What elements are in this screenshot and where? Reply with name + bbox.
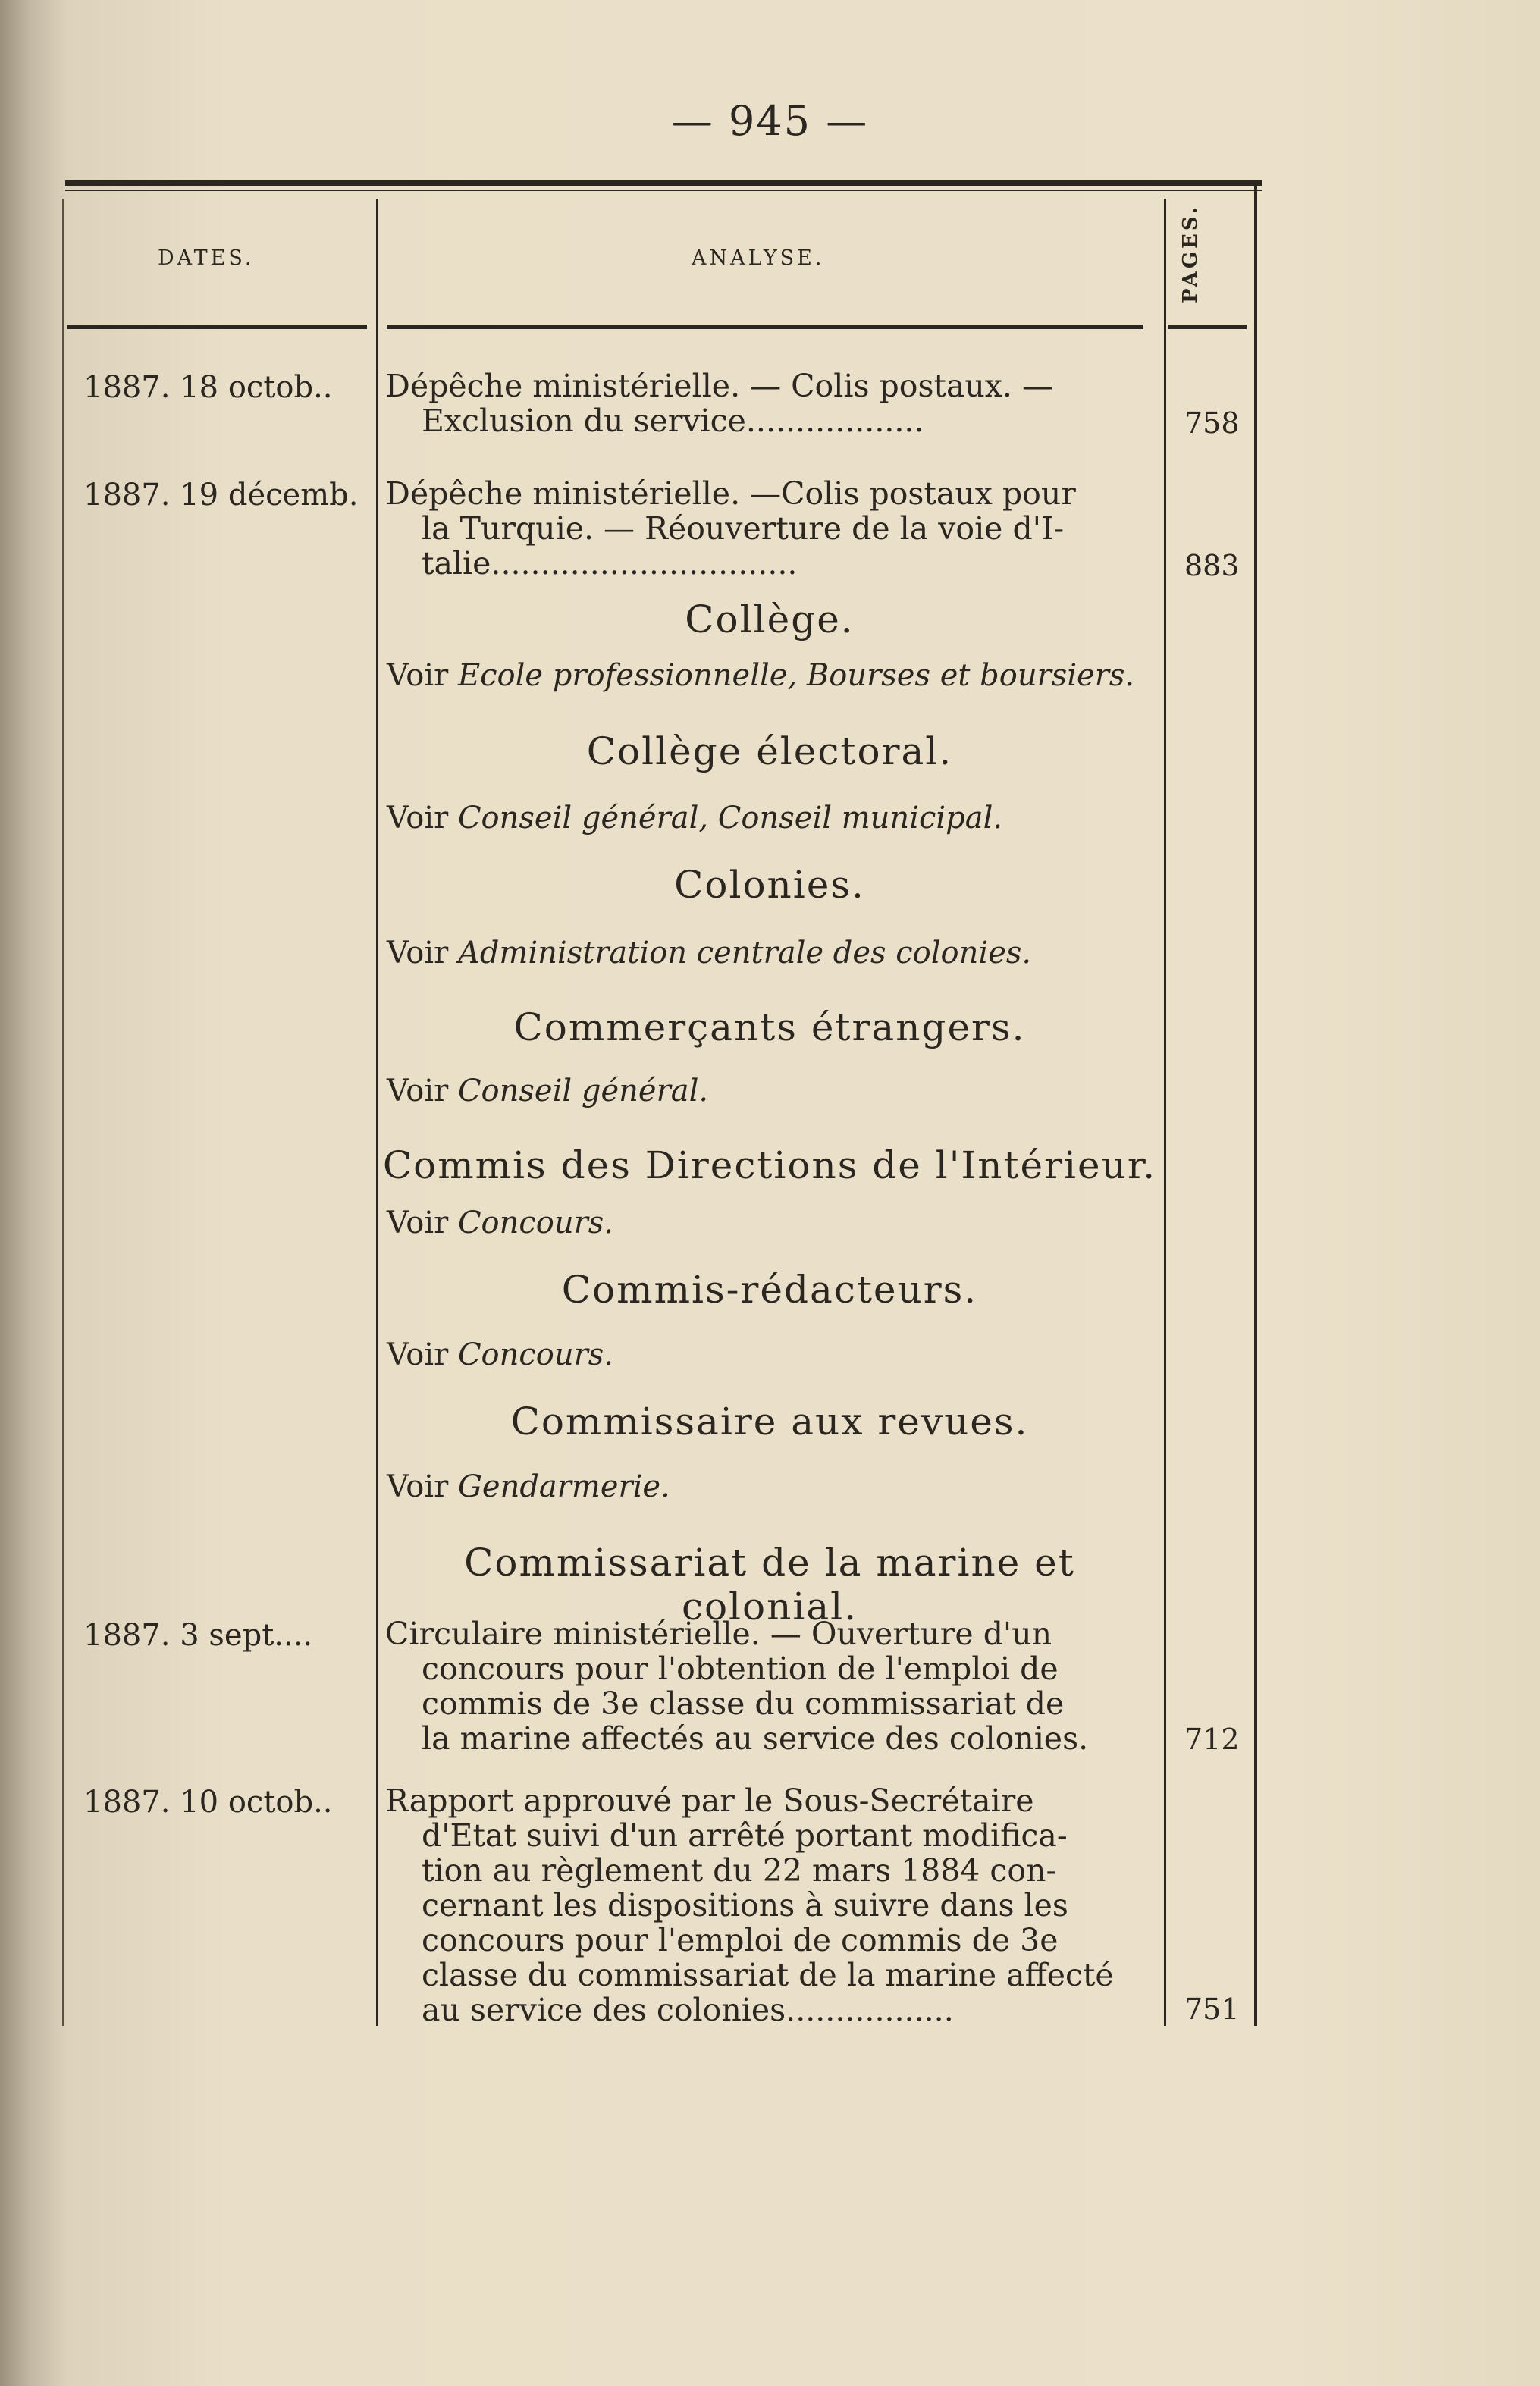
entry-line: Rapport approuvé par le Sous-Secrétaire	[385, 1782, 1034, 1819]
see-also-reference: Conseil général, Conseil municipal.	[457, 801, 1003, 836]
section-heading: Commerçants étrangers.	[513, 1005, 1026, 1049]
see-also-reference: Ecole professionnelle, Bourses et boursiers.	[457, 658, 1135, 693]
header-rule-analyse	[387, 325, 1143, 329]
section-heading: Collège.	[685, 597, 855, 641]
dates-column-divider	[376, 199, 378, 2026]
entry-date: 1887. 19 décemb.	[83, 478, 359, 513]
entry-line: concours pour l'emploi de commis de 3e	[422, 1922, 1059, 1958]
entry-line: tion au règlement du 22 mars 1884 con-	[422, 1852, 1057, 1889]
see-also	[387, 801, 1002, 836]
entry-text	[385, 1783, 1151, 2027]
see-also	[387, 1469, 670, 1504]
entry-line: la Turquie. — Réouverture de la voie d'I-	[422, 510, 1065, 547]
header-analyse: ANALYSE.	[692, 246, 825, 270]
top-rule	[65, 180, 1262, 186]
page-reference: 751	[1184, 1993, 1240, 2026]
entry-text	[385, 476, 1151, 581]
see-also-prefix: Voir	[387, 1469, 458, 1504]
see-also	[387, 658, 1134, 693]
entry-line: au service des colonies.................	[422, 1992, 954, 2028]
see-also	[387, 1206, 613, 1240]
header-rule-pages	[1168, 325, 1247, 329]
entry-line: classe du commissariat de la marine affecté	[422, 1957, 1114, 1993]
entry-line: Circulaire ministérielle. — Ouverture d'un	[385, 1616, 1052, 1652]
see-also-reference: Gendarmerie.	[457, 1469, 670, 1504]
entry-text	[385, 368, 1151, 438]
see-also	[387, 936, 1031, 970]
see-also-reference: Concours.	[457, 1337, 613, 1372]
section-heading: Collège électoral.	[586, 729, 953, 773]
entry-line: Dépêche ministérielle. — Colis postaux. —	[385, 368, 1053, 404]
section-heading: Commissaire aux revues.	[510, 1400, 1029, 1444]
page-reference: 883	[1184, 549, 1240, 582]
entry-line: concours pour l'obtention de l'emploi de	[422, 1651, 1059, 1687]
section-heading: Colonies.	[674, 863, 865, 907]
left-margin-line	[62, 199, 64, 2026]
pages-column-divider	[1164, 199, 1166, 2026]
see-also-prefix: Voir	[387, 1337, 458, 1372]
see-also-prefix: Voir	[387, 801, 458, 836]
entry-line: Exclusion du service..................	[422, 403, 924, 439]
see-also-prefix: Voir	[387, 1074, 458, 1108]
top-rule-thin	[65, 190, 1262, 191]
entry-line: la marine affectés au service des colonies.	[422, 1720, 1089, 1757]
see-also-reference: Administration centrale des colonies.	[457, 936, 1032, 970]
entry-line: talie...............................	[422, 545, 798, 582]
page-reference: 758	[1184, 406, 1240, 440]
see-also-prefix: Voir	[387, 1206, 458, 1240]
see-also-prefix: Voir	[387, 936, 458, 970]
section-heading: Commissariat de la marine et colonial.	[464, 1541, 1075, 1629]
header-rule-dates	[67, 325, 367, 329]
entry-line: cernant les dispositions à suivre dans les	[422, 1887, 1068, 1924]
page-reference: 712	[1184, 1723, 1240, 1756]
see-also	[387, 1337, 613, 1372]
entry-date: 1887. 18 octob..	[83, 370, 333, 405]
see-also-prefix: Voir	[387, 658, 458, 693]
entry-date: 1887. 10 octob..	[83, 1785, 333, 1820]
see-also-reference: Conseil général.	[457, 1074, 709, 1108]
entry-text	[385, 1616, 1151, 1756]
see-also	[387, 1074, 708, 1108]
entry-line: commis de 3e classe du commissariat de	[422, 1685, 1065, 1722]
right-border	[1254, 182, 1257, 2026]
entry-line: Dépêche ministérielle. —Colis postaux pour	[385, 475, 1076, 512]
entry-line: d'Etat suivi d'un arrêté portant modifica-	[422, 1817, 1068, 1854]
entry-date: 1887. 3 sept....	[83, 1618, 313, 1653]
section-heading: Commis des Directions de l'Intérieur.	[382, 1143, 1157, 1187]
page-number: — 945 —	[671, 97, 869, 145]
header-pages: PAGES.	[1179, 204, 1202, 303]
header-dates: DATES.	[158, 246, 255, 270]
see-also-reference: Concours.	[457, 1206, 613, 1240]
section-heading: Commis-rédacteurs.	[561, 1268, 978, 1312]
